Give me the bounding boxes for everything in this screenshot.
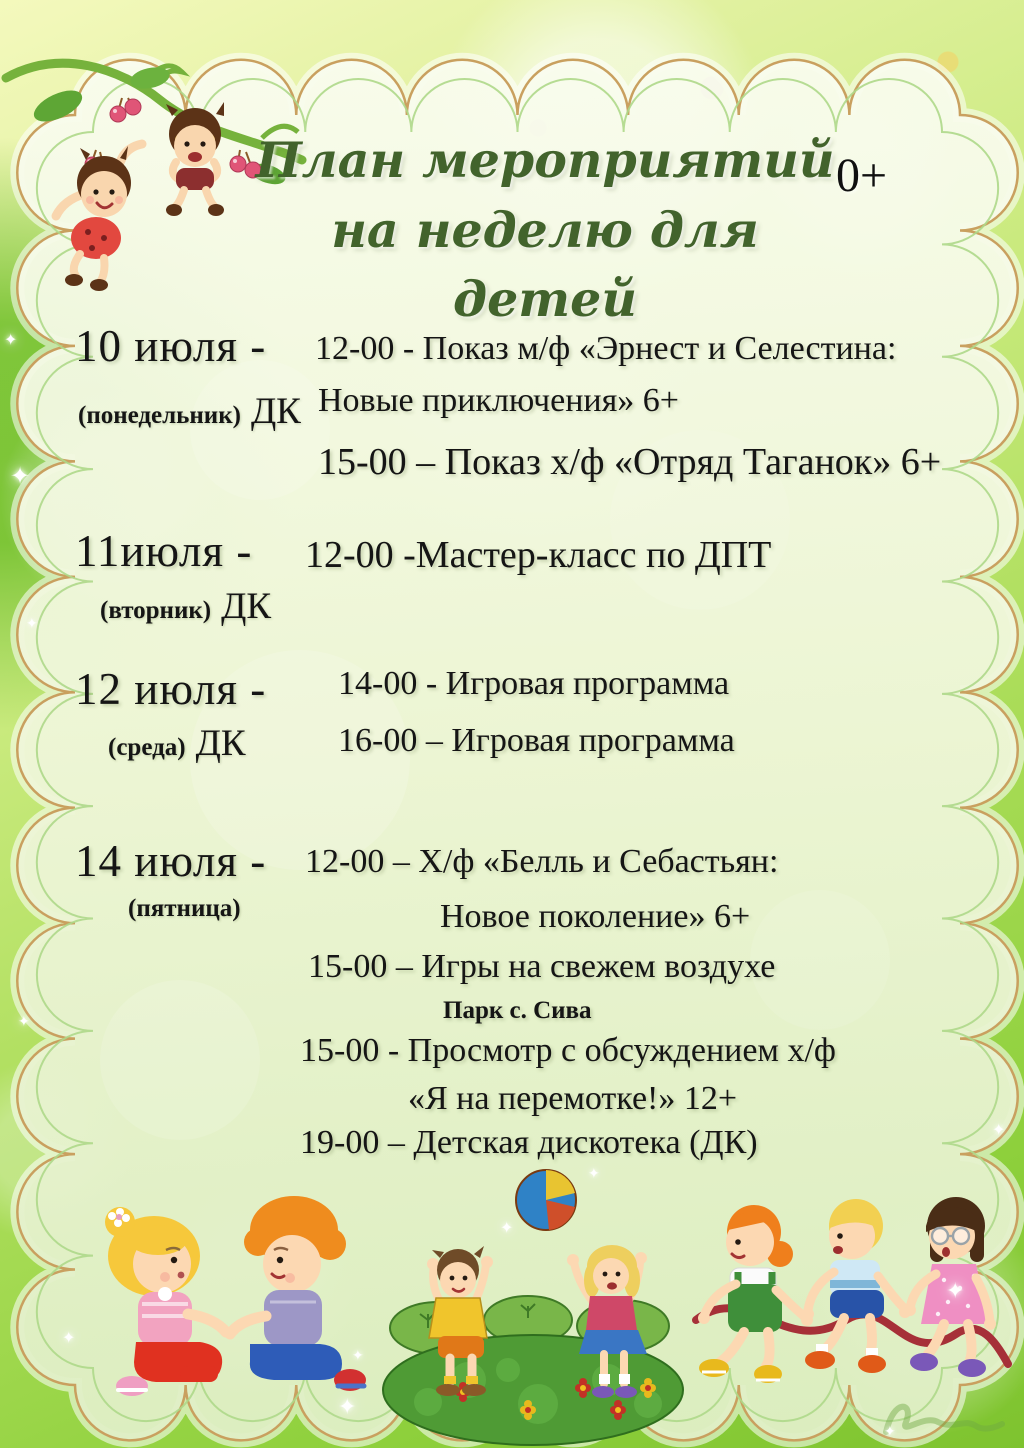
event-day: [108, 722, 246, 765]
event-weekday: (среда): [108, 734, 186, 761]
sparkle-icon: ✦: [338, 1394, 357, 1419]
beach-ball: [516, 1170, 576, 1230]
event-item: 12-00 -Мастер-класс по ДПТ: [305, 534, 772, 576]
event-location-note: Парк с. Сива: [443, 997, 592, 1024]
event-item: Новое поколение» 6+: [440, 898, 751, 935]
event-item: 15-00 - Просмотр с обсуждением х/ф: [300, 1032, 836, 1069]
sparkle-icon: ✦: [18, 1015, 30, 1030]
event-item: Новые приключения» 6+: [318, 382, 679, 419]
event-weekday: (вторник): [100, 597, 212, 624]
sparkle-icon: ✦: [62, 1330, 76, 1347]
event-venue: ДК: [221, 586, 272, 627]
artist-watermark: [878, 1388, 1008, 1443]
event-date: 14 июля -: [75, 836, 267, 886]
sparkle-icon: ✦: [352, 1349, 364, 1364]
ball-game-illustration: [378, 1158, 688, 1448]
sparkle-icon: ✦: [10, 464, 31, 490]
event-date: 10 июля -: [75, 321, 267, 371]
rope-girl-green-overalls: [698, 1205, 813, 1383]
rope-boy-blue: [802, 1199, 911, 1373]
event-item: 12-00 - Показ м/ф «Эрнест и Селестина:: [315, 330, 897, 367]
event-venue: ДК: [250, 391, 301, 432]
event-item: 15-00 – Показ х/ф «Отряд Таганок» 6+: [318, 441, 942, 483]
kneeling-girl: [105, 1207, 226, 1396]
event-venue: ДК: [195, 723, 246, 764]
poster-title-line1: План мероприятий: [255, 131, 835, 189]
event-date: 12 июля -: [75, 664, 267, 714]
event-item: 15-00 – Игры на свежем воздухе: [308, 948, 776, 985]
event-day: [128, 895, 241, 923]
poster-title: [255, 126, 835, 335]
sparkle-icon: ✦: [884, 1425, 896, 1440]
sparkle-icon: ✦: [4, 332, 18, 349]
sparkle-icon: ✦: [26, 617, 38, 632]
event-weekday: (пятница): [128, 895, 241, 922]
sparkle-icon: ✦: [500, 1220, 514, 1237]
event-item: «Я на перемотке!» 12+: [408, 1080, 738, 1117]
event-item: 12-00 – Х/ф «Белль и Себастьян:: [305, 843, 779, 880]
poster-title-line2: на неделю для детей: [331, 200, 759, 329]
event-day: [78, 390, 301, 433]
event-item: 14-00 - Игровая программа: [338, 665, 730, 702]
sparkle-icon: ✦: [588, 1167, 600, 1182]
event-item: 16-00 – Игровая программа: [338, 722, 735, 759]
event-item: 19-00 – Детская дискотека (ДК): [300, 1124, 758, 1161]
baby-ladybug-right: [166, 102, 224, 216]
kneeling-boy: [230, 1196, 366, 1391]
sparkle-icon: ✦: [992, 1122, 1006, 1139]
age-rating-badge: 0+: [836, 149, 888, 202]
event-day: [100, 585, 271, 628]
event-date: 11июля -: [75, 526, 253, 576]
sparkle-icon: ✦: [946, 1278, 965, 1303]
event-weekday: (понедельник): [78, 402, 241, 429]
kneeling-kids-illustration: [62, 1178, 382, 1448]
baby-ladybug-left: [56, 144, 142, 291]
